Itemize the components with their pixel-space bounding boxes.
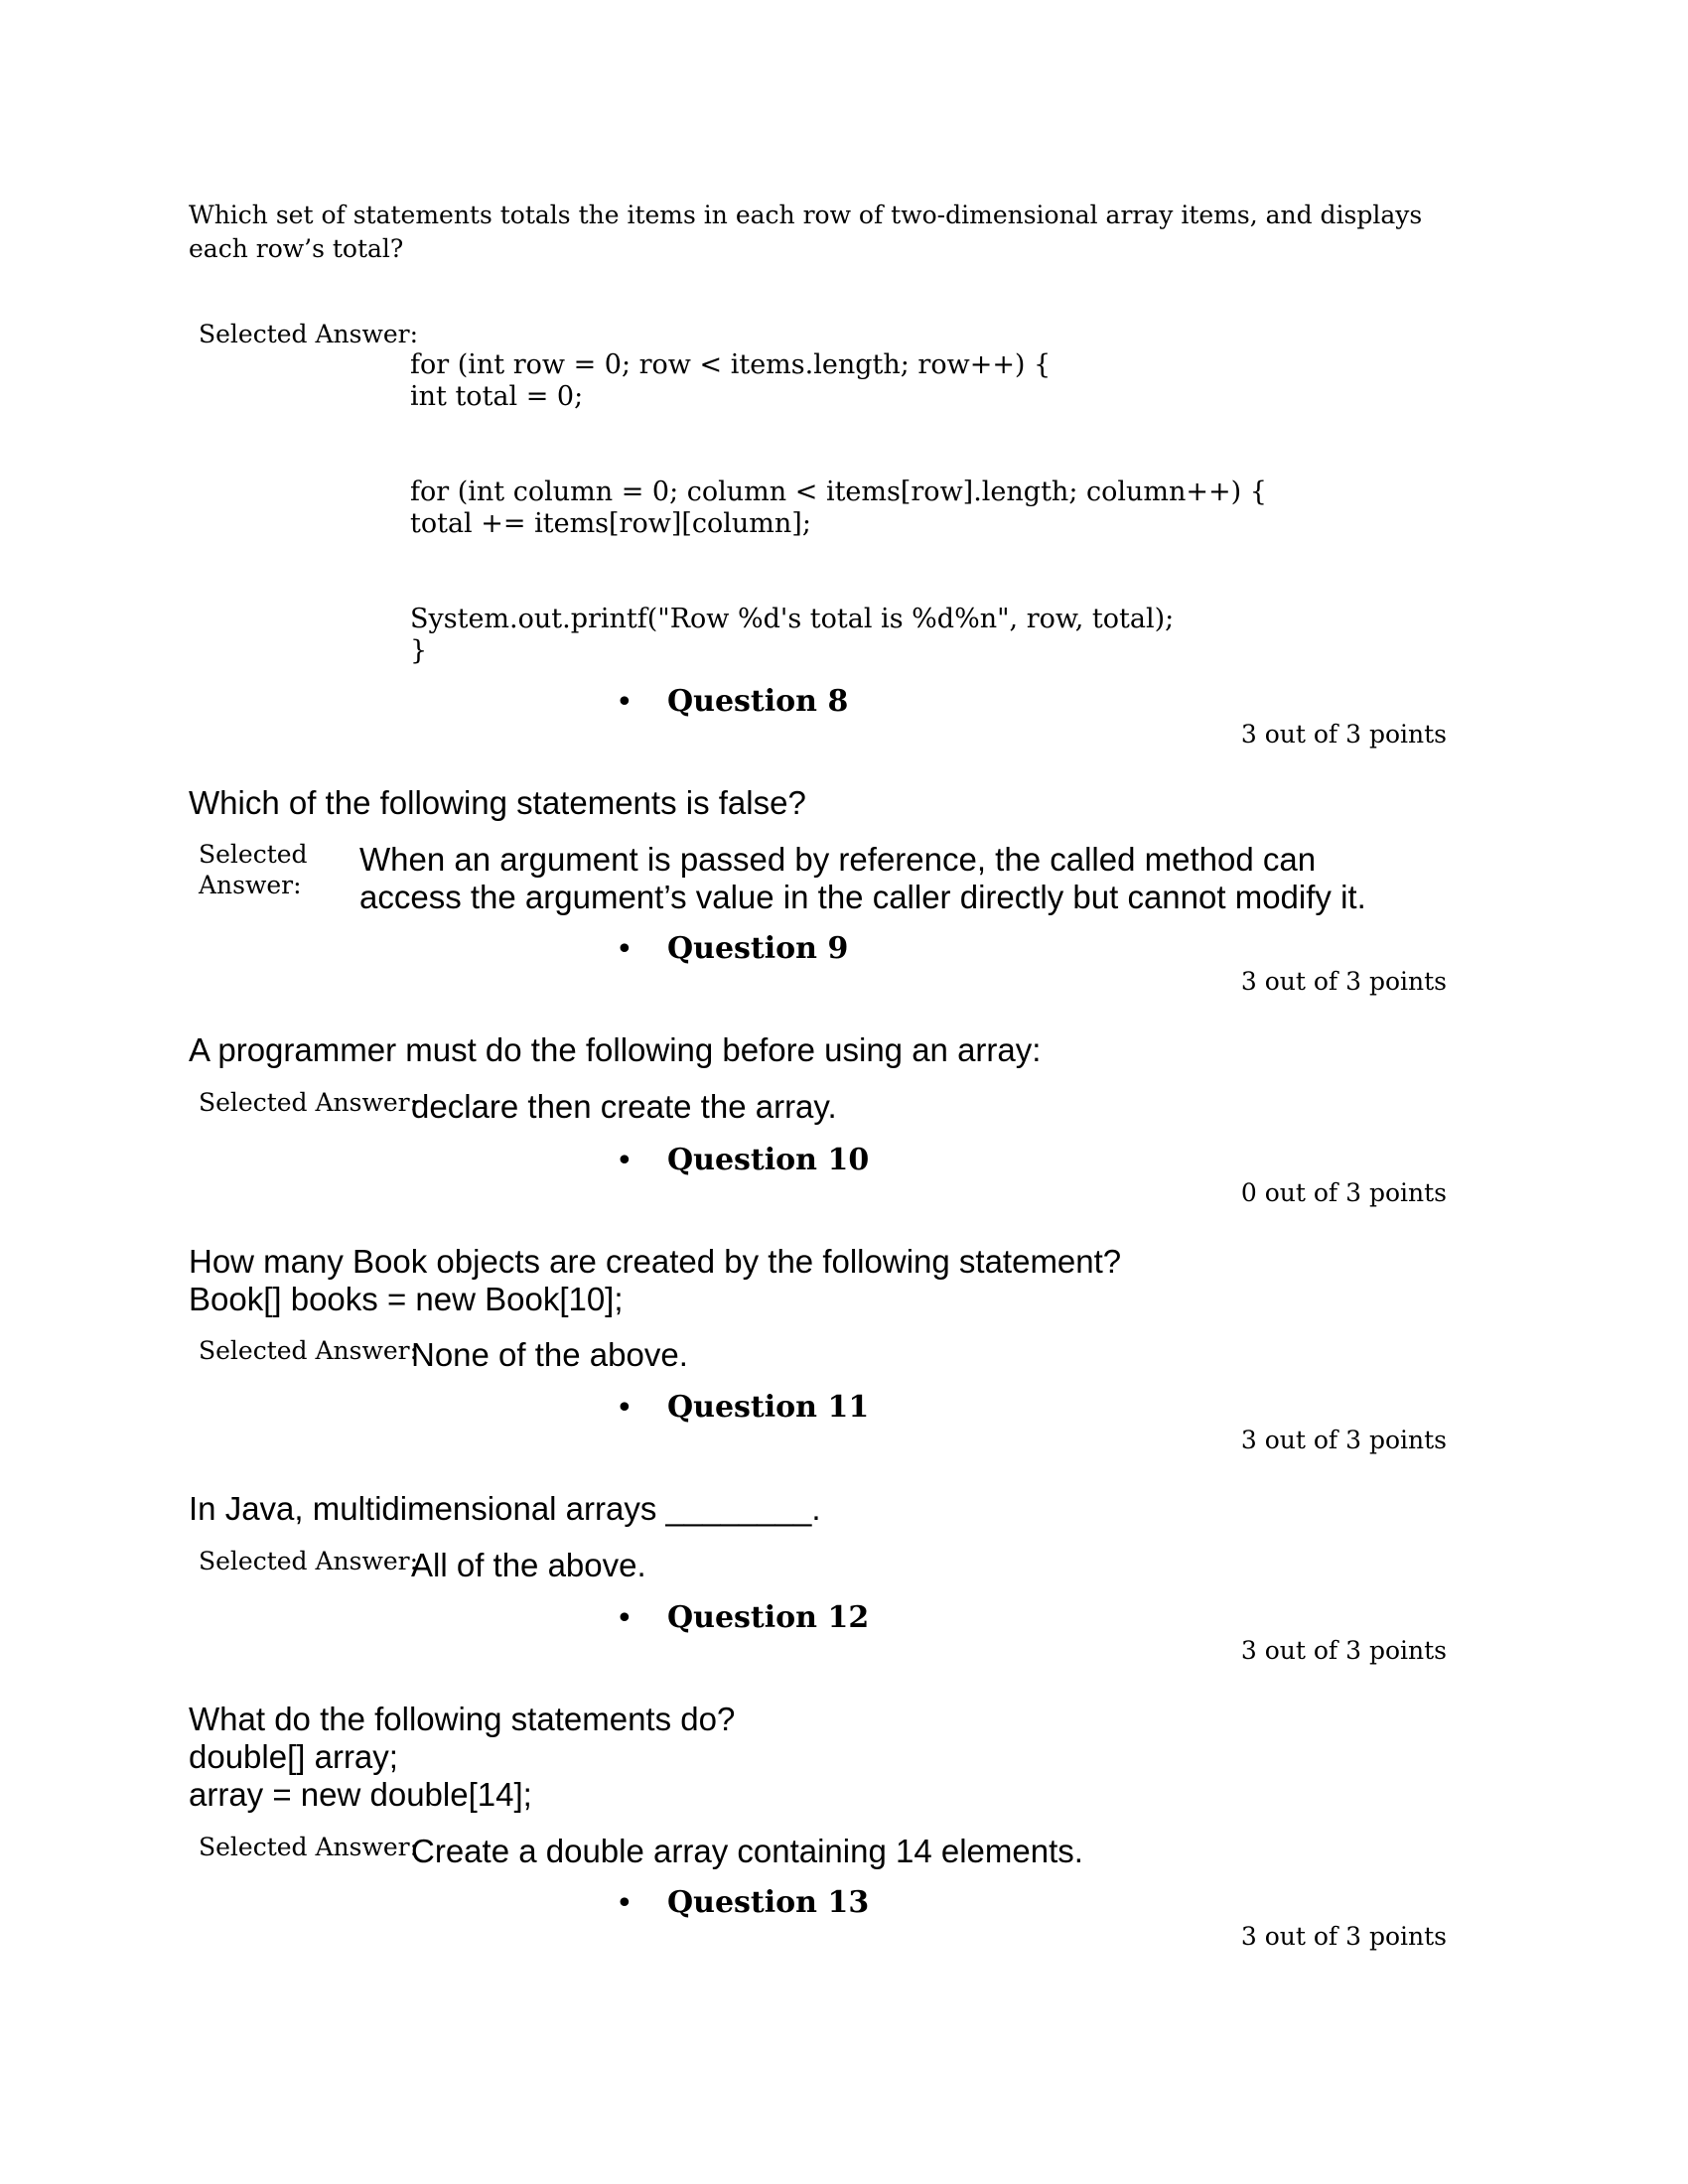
- question-10-code: Book[] books = new Book[10];: [189, 1281, 624, 1317]
- code-line: total += items[row][column];: [410, 508, 811, 539]
- bullet-icon: •: [616, 685, 633, 720]
- question-13-header: Question 13: [667, 1885, 870, 1920]
- selected-answer-label: Selected Answer:: [199, 1088, 419, 1117]
- question-12-code: double[] array;: [189, 1738, 398, 1775]
- question-10-text: How many Book objects are created by the following statement?: [189, 1243, 1122, 1280]
- question-8-answer: access the argument’s value in the caller directly but cannot modify it.: [359, 879, 1366, 915]
- selected-answer-label: Selected Answer:: [199, 1547, 419, 1575]
- question-11-points: 3 out of 3 points: [1240, 1426, 1447, 1454]
- question-11-header: Question 11: [667, 1390, 870, 1425]
- question-8-points: 3 out of 3 points: [1240, 720, 1447, 749]
- question-11-text: In Java, multidimensional arrays ________.: [189, 1490, 821, 1527]
- question-12-points: 3 out of 3 points: [1240, 1636, 1447, 1665]
- question-12-text: What do the following statements do?: [189, 1701, 736, 1737]
- bullet-icon: •: [616, 1144, 633, 1178]
- question-9-text: A programmer must do the following before using an array:: [189, 1031, 1042, 1068]
- question-12-answer: Create a double array containing 14 elements.: [411, 1833, 1083, 1869]
- code-line: System.out.printf("Row %d's total is %d%n", row, total);: [410, 604, 1175, 634]
- bullet-icon: •: [616, 1391, 633, 1426]
- question-12-header: Question 12: [667, 1600, 870, 1635]
- question-9-header: Question 9: [667, 931, 849, 966]
- question-8-header: Question 8: [667, 684, 849, 719]
- selected-answer-label: Selected Answer:: [199, 1336, 419, 1365]
- bullet-icon: •: [616, 1886, 633, 1921]
- code-line: int total = 0;: [410, 381, 584, 412]
- question-8-text: Which of the following statements is false?: [189, 784, 806, 821]
- code-line: }: [410, 635, 428, 666]
- code-line: for (int row = 0; row < items.length; row++) {: [410, 349, 1052, 380]
- question-10-header: Question 10: [667, 1143, 870, 1177]
- question-7-text: Which set of statements totals the items in each row of two-dimensional array items, and displays each row’s total?: [189, 201, 1423, 263]
- question-11-answer: All of the above.: [411, 1547, 646, 1583]
- question-9-points: 3 out of 3 points: [1240, 967, 1447, 996]
- selected-answer-label: Answer:: [199, 871, 302, 899]
- question-9-answer: declare then create the array.: [411, 1088, 837, 1125]
- selected-answer-label: Selected Answer:: [199, 320, 419, 348]
- question-10-points: 0 out of 3 points: [1240, 1178, 1447, 1207]
- code-line: for (int column = 0; column < items[row].length; column++) {: [410, 477, 1267, 507]
- question-10-answer: None of the above.: [411, 1336, 688, 1373]
- question-8-answer: When an argument is passed by reference, the called method can: [359, 841, 1317, 878]
- selected-answer-label: Selected: [199, 840, 308, 869]
- question-12-code: array = new double[14];: [189, 1776, 532, 1813]
- bullet-icon: •: [616, 932, 633, 967]
- bullet-icon: •: [616, 1601, 633, 1636]
- question-13-points: 3 out of 3 points: [1240, 1922, 1447, 1951]
- selected-answer-label: Selected Answer:: [199, 1833, 419, 1861]
